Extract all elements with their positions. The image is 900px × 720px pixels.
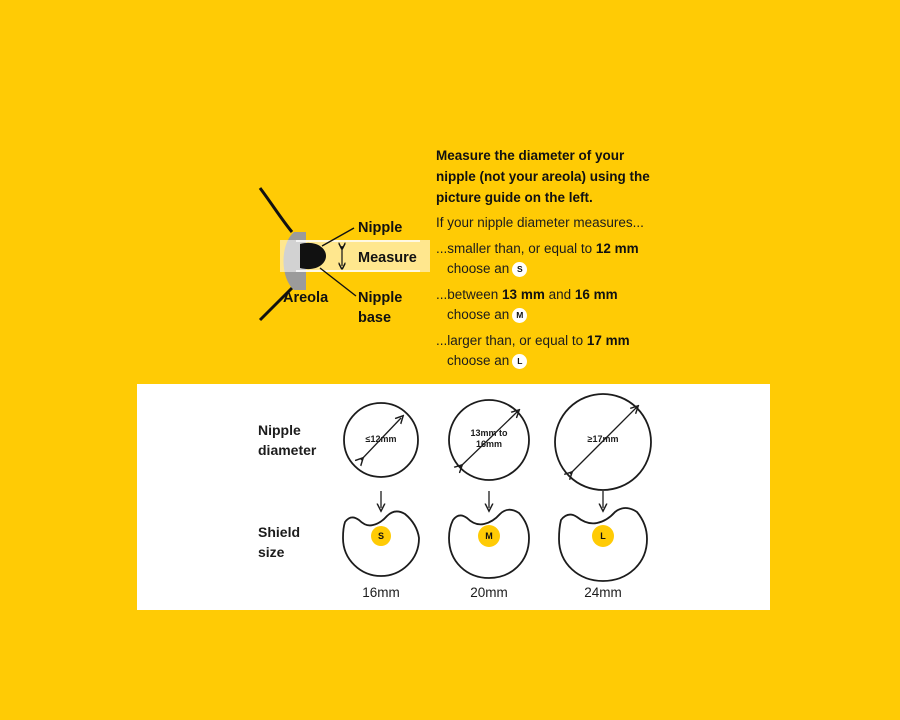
row-label-shield-size: Shield size <box>258 524 301 560</box>
diameter-text-s: ≤12mm <box>365 434 397 444</box>
instructions-heading: Measure the diameter of your nipple (not your areola) using the picture guide on the left. <box>436 148 650 205</box>
shield-letter-l: L <box>600 531 606 541</box>
shield-size-label-l: 24mm <box>584 585 622 600</box>
areola-label: Areola <box>283 290 329 306</box>
size-chart-panel <box>137 384 770 610</box>
size-badge-s: S <box>512 262 527 277</box>
shield-letter-m: M <box>485 531 493 541</box>
row-label-nipple-diameter: Nipple diameter <box>258 422 317 458</box>
option-small: ...smaller than, or equal to 12 mm choose an S <box>436 241 639 276</box>
nipple-label: Nipple <box>358 220 403 236</box>
instructions-intro: If your nipple diameter measures... <box>436 215 644 230</box>
size-badge-l: L <box>512 354 527 369</box>
shield-size-label-s: 16mm <box>362 585 400 600</box>
option-medium: ...between 13 mm and 16 mm choose an M <box>436 287 618 322</box>
diameter-text-l: ≥17mm <box>587 434 619 444</box>
shield-letter-s: S <box>377 531 384 541</box>
measure-label: Measure <box>358 250 417 266</box>
shield-size-label-m: 20mm <box>470 585 508 600</box>
option-large: ...larger than, or equal to 17 mm choose an L <box>436 333 630 368</box>
breast-outline <box>260 188 292 232</box>
nipple-base-label: Nipple base <box>358 290 403 326</box>
instructions-block <box>436 145 686 371</box>
diameter-text-m: 13mm to 16mm <box>470 428 508 449</box>
size-badge-m: M <box>512 308 527 323</box>
